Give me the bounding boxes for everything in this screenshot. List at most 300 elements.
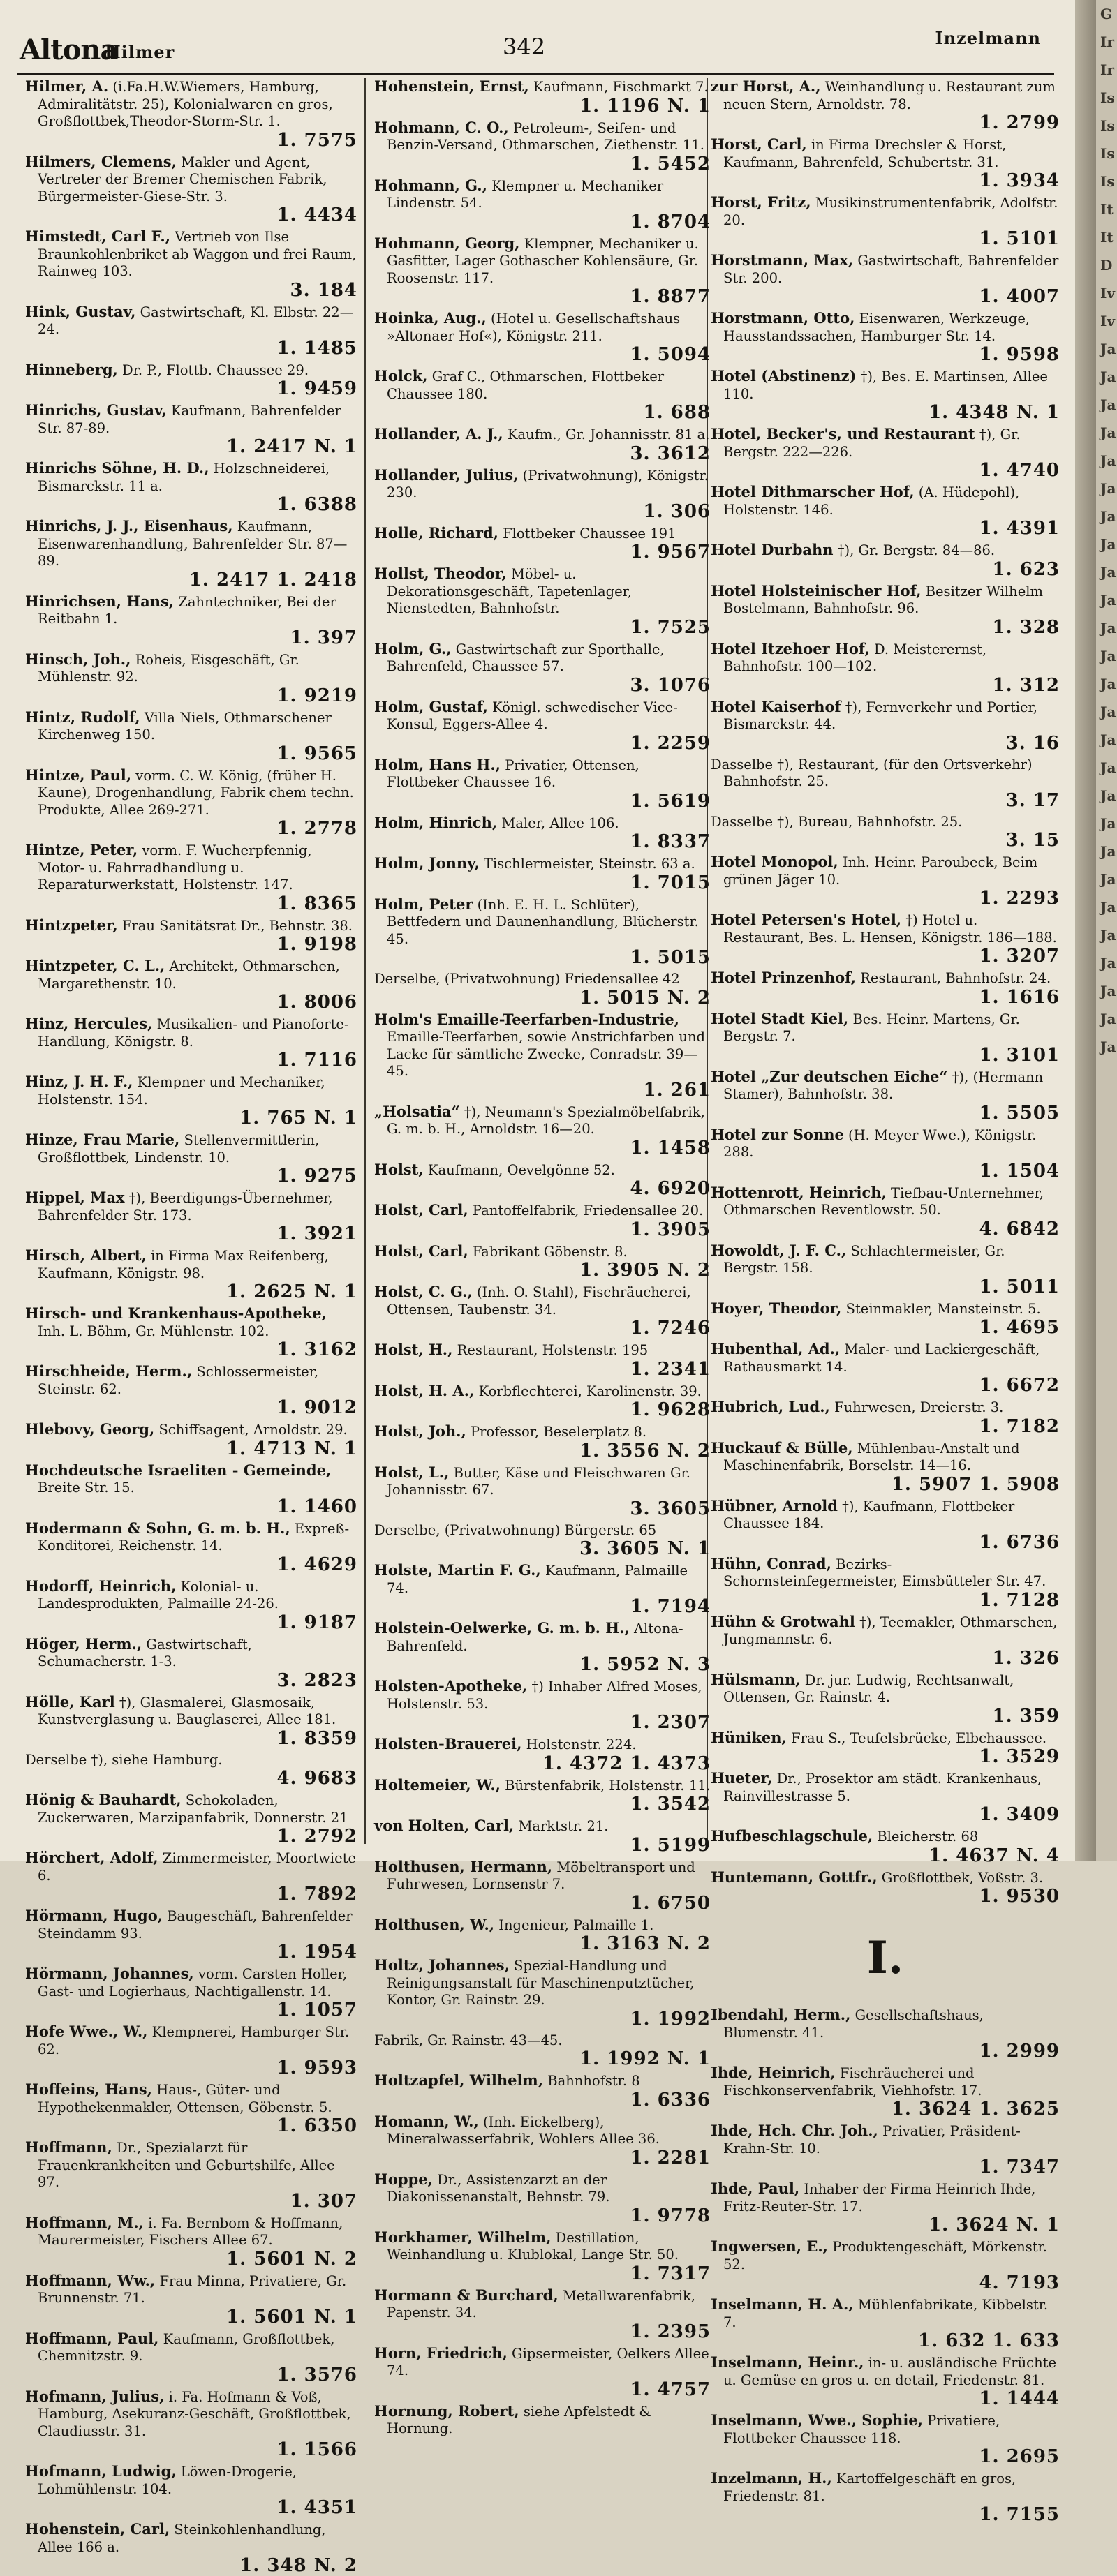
entry-details: (Inh. E. H. L. Schlüter), Bettfedern und Daunenhandlung, Blücherstr. 45. (387, 896, 699, 947)
phone-number: 1. 7015 (630, 872, 711, 893)
entry-details: †), Gr. Bergstr. 222—226. (723, 426, 1021, 460)
entry-details: Dasselbe †), Bureau, Bahnhofstr. 25. (711, 813, 963, 830)
phone-number: 1. 3542 (630, 1794, 711, 1815)
directory-entry (25, 1752, 357, 1789)
entry-details: (Hotel u. Gesellschaftshaus »Altonaer Hof«), Königstr. 211. (387, 311, 681, 344)
directory-entry (374, 855, 711, 893)
directory-entry (25, 1073, 357, 1128)
entry-name: Holm, Gustaf, (374, 697, 488, 715)
phone-number: 1. 328 (992, 616, 1060, 638)
margin-fragment: It (1100, 201, 1114, 218)
entry-name: Holtzapfel, Wilhelm, (374, 2071, 544, 2089)
directory-entry (711, 2296, 1060, 2351)
directory-entry (374, 1464, 711, 1519)
entry-name: Hübner, Arnold (711, 1496, 838, 1514)
entry-details: D. Meisterernst, Bahnhofstr. 100—102. (723, 641, 987, 674)
entry-details: Maler- und Lackiergeschäft, Rathausmarkt 14. (723, 1341, 1040, 1375)
phone-number: 1. 306 (643, 500, 711, 522)
entry-name: Inselmann, Heinr., (711, 2353, 864, 2371)
phone-number: 1. 688 (643, 402, 711, 423)
entry-name: Hohmann, Georg, (374, 234, 520, 252)
directory-entry (25, 2139, 357, 2211)
entry-details: (A. Hüdepohl), Holstenstr. 146. (723, 484, 1020, 518)
entry-name: Hintze, Peter, (25, 841, 138, 858)
phone-number: 1. 2417 N. 1 (226, 436, 357, 457)
phone-number: 1. 7525 (630, 616, 711, 638)
directory-entry (711, 1556, 1060, 1610)
entry-name: zur Horst, A., (711, 77, 821, 95)
phone-number: 1. 3624 1. 3625 (891, 2099, 1060, 2120)
margin-fragment: Ja (1100, 480, 1116, 497)
entry-details: Vertrieb von Ilse Braunkohlenbriket ab Waggon und frei Raum, Rainweg 103. (38, 229, 357, 279)
phone-number: 1. 9459 (276, 378, 357, 399)
margin-fragment: Ja (1100, 1038, 1116, 1055)
entry-name: Himstedt, Carl F., (25, 228, 171, 245)
phone-number: 1. 632 1. 633 (918, 2330, 1060, 2351)
phone-number: 1. 4351 (276, 2497, 357, 2518)
directory-entry (711, 2064, 1060, 2119)
entry-details: vorm. C. W. König, (früher H. Kaune), Drogenhandlung, Fabrik chem techn. Produkte, Allee 269-271. (38, 767, 354, 818)
entry-details: Dr., Prosektor am städt. Krankenhaus, Rainvillestrasse 5. (723, 1771, 1042, 1804)
directory-entry (711, 583, 1060, 637)
margin-fragment: Iv (1100, 285, 1115, 301)
entry-name: Hubenthal, Ad., (711, 1340, 841, 1357)
directory-entry (374, 2229, 711, 2284)
entry-name: Hink, Gustav, (25, 302, 136, 320)
directory-entry (711, 2412, 1060, 2466)
directory-entry (711, 368, 1060, 422)
entry-name: Hollander, Julius, (374, 466, 519, 484)
directory-entry (25, 651, 357, 706)
phone-number: 1. 9565 (276, 743, 357, 764)
entry-details: Maler, Allee 106. (501, 814, 619, 831)
entry-name: Hilmer, A. (25, 77, 109, 95)
directory-entry (374, 1562, 711, 1616)
entry-name: Holst, Carl, (374, 1242, 468, 1260)
entry-details: Löwen-Drogerie, Lohmühlenstr. 104. (38, 2464, 297, 2497)
phone-number: 1. 4434 (276, 204, 357, 225)
header-rule (17, 73, 1054, 75)
entry-details: Großflottbek, Voßstr. 3. (881, 1869, 1044, 1886)
entry-details: Derselbe, (Privatwohnung) Bürgerstr. 65 (374, 1521, 657, 1538)
phone-number: 1. 326 (992, 1647, 1060, 1669)
entry-name: Hörmann, Johannes, (25, 1965, 194, 1982)
margin-fragment: Is (1100, 145, 1115, 162)
phone-number: 1. 4637 N. 4 (929, 1845, 1060, 1866)
entry-name: Hippel, Max (25, 1189, 125, 1206)
directory-entry (711, 814, 1060, 851)
phone-number: 1. 5015 N. 2 (579, 987, 711, 1008)
phone-number: 1. 9567 (630, 542, 711, 563)
entry-details: Schokoladen, Zuckerwaren, Marzipanfabrik, Donnerstr. 21 (38, 1792, 348, 1826)
phone-number: 1. 8359 (276, 1727, 357, 1749)
directory-entry (25, 1578, 357, 1632)
directory-entry (711, 1300, 1060, 1338)
phone-number: 1. 2341 (630, 1358, 711, 1380)
entry-details: Holstenstr. 224. (526, 1736, 637, 1752)
entry-name: Holtemeier, W., (374, 1775, 501, 1794)
directory-entry (25, 1636, 357, 1690)
entry-details: Spezial-Handlung und Reinigungsanstalt für Maschinenputztücher, Kontor, Gr. Rainstr. 29. (387, 1958, 695, 2008)
directory-entry (25, 709, 357, 764)
phone-number: 3. 3612 (630, 442, 711, 464)
entry-details: Marktstr. 21. (518, 1818, 609, 1834)
entry-name: Holthusen, W., (374, 1915, 495, 1933)
phone-number: 4. 6920 (630, 1178, 711, 1199)
entry-details: Stellenvermittlerin, Großflottbek, Lindenstr. 10. (38, 1132, 320, 1166)
directory-entry (25, 402, 357, 456)
entry-details: Tischlermeister, Steinstr. 63 a. (483, 856, 695, 872)
entry-name: Höger, Herm., (25, 1635, 142, 1653)
entry-details: †), Gr. Bergstr. 84—86. (837, 542, 996, 558)
phone-number: 1. 9628 (630, 1399, 711, 1420)
entry-details: Fischräucherei und Fischkonservenfabrik, Viehhofstr. 17. (723, 2065, 982, 2099)
margin-fragment: Ja (1100, 648, 1116, 664)
entry-details: Kaufmann, Palmaille 74. (387, 1563, 688, 1596)
entry-details: †), Glasmalerei, Glasmosaik, Kunstverglasung u. Bauglaserei, Allee 181. (38, 1694, 336, 1727)
entry-details: Musikinstrumentenfabrik, Adolfstr. 20. (723, 195, 1058, 228)
phone-number: 1. 5011 (979, 1276, 1060, 1297)
directory-entry (374, 1423, 711, 1461)
margin-fragment: Is (1100, 173, 1115, 190)
directory-entry (374, 1341, 711, 1379)
directory-entry (25, 362, 357, 399)
entry-details: Roheis, Eisgeschäft, Gr. Mühlenstr. 92. (38, 651, 299, 685)
entry-name: Ihde, Paul, (711, 2180, 800, 2197)
entry-name: Horn, Friedrich, (374, 2344, 508, 2362)
entry-name: Holm, Hans H., (374, 755, 501, 773)
directory-entry (25, 2214, 357, 2269)
header-place: Altona (20, 33, 118, 66)
phone-number: 1. 4348 N. 1 (929, 402, 1060, 423)
entry-details: Pantoffelfabrik, Friedensallee 20. (472, 1203, 704, 1219)
entry-name: Hoyer, Theodor, (711, 1299, 842, 1317)
directory-entry (25, 1849, 357, 1904)
entry-details: (H. Meyer Wwe.), Königstr. 288. (723, 1126, 1037, 1160)
phone-number: 1. 3905 (630, 1219, 711, 1240)
margin-fragment: Ir (1100, 33, 1114, 50)
entry-details: Dr. P., Flottb. Chaussee 29. (122, 362, 309, 378)
entry-details: Zimmermeister, Moortwiete 6. (38, 1850, 357, 1884)
phone-number: 1. 7347 (979, 2157, 1060, 2177)
entry-details: Zahntechniker, Bei der Reitbahn 1. (38, 593, 336, 627)
phone-number: 1. 4757 (630, 2378, 711, 2400)
entry-name: Hintze, Paul, (25, 766, 132, 784)
directory-entry (374, 971, 711, 1008)
phone-number: 1. 4695 (979, 1317, 1060, 1338)
entry-name: Hohmann, C. O., (374, 118, 509, 136)
entry-details: Altona-Bahrenfeld. (387, 1621, 683, 1654)
entry-name: Ibendahl, Herm., (711, 2006, 851, 2023)
entry-name: Hölle, Karl (25, 1692, 115, 1711)
directory-entry (25, 842, 357, 914)
margin-fragment: Ja (1100, 1011, 1116, 1027)
margin-fragment: Ja (1100, 592, 1116, 609)
phone-number: 1. 6336 (630, 2089, 711, 2110)
margin-fragment: Ja (1100, 676, 1116, 692)
phone-number: 1. 5094 (630, 344, 711, 365)
phone-number: 1. 2999 (979, 2041, 1060, 2062)
phone-number: 1. 2799 (979, 112, 1060, 133)
phone-number: 1. 2792 (276, 1826, 357, 1847)
directory-entry (711, 426, 1060, 480)
entry-name: Hotel Holsteinischer Hof, (711, 581, 922, 600)
directory-entry (711, 78, 1060, 133)
phone-number: 1. 4007 (979, 286, 1060, 307)
entry-details: Professor, Beselerplatz 8. (471, 1424, 647, 1440)
directory-entry (25, 1363, 357, 1417)
entry-details: Schiffsagent, Arnoldstr. 29. (158, 1422, 348, 1438)
directory-entry (25, 460, 357, 514)
directory-entry (374, 2403, 711, 2438)
entry-name: Hinz, Hercules, (25, 1015, 153, 1032)
entry-details: Frau S., Teufelsbrücke, Elbchaussee. (791, 1729, 1047, 1746)
entry-name: Holsten-Brauerei, (374, 1735, 522, 1752)
entry-details: in Firma Drechsler & Horst, Kaufmann, Bahrenfeld, Schubertstr. 31. (723, 137, 1007, 170)
column-1 (25, 77, 357, 2576)
entry-details: Kaufmann, Bahrenfelder Str. 87-89. (38, 403, 341, 436)
phone-number: 1. 5601 N. 1 (226, 2306, 357, 2328)
phone-number: 1. 5619 (630, 790, 711, 812)
entry-details: Bleicherstr. 68 (877, 1829, 979, 1845)
entry-details: Expreß-Konditorei, Reichenstr. 14. (38, 1520, 350, 1554)
directory-entry (711, 1126, 1060, 1181)
directory-entry (25, 2023, 357, 2078)
margin-fragment: Ja (1100, 955, 1116, 971)
entry-name: Hotel, Becker's, und Restaurant (711, 425, 975, 442)
entry-details: Metallwarenfabrik, Papenstr. 34. (387, 2287, 695, 2321)
phone-number: 1. 1566 (276, 2439, 357, 2460)
directory-entry (374, 1916, 711, 1954)
entry-name: Hofmann, Ludwig, (25, 2462, 177, 2480)
phone-number: 1. 3207 (979, 946, 1060, 967)
entry-name: Holst, L., (374, 1463, 450, 1481)
entry-name: Hottenrott, Heinrich, (711, 1183, 887, 1201)
column-3 (711, 77, 1060, 2525)
phone-number: 1. 3409 (979, 1804, 1060, 1825)
entry-name: Hirsch, Albert, (25, 1246, 147, 1264)
margin-fragment: Ja (1100, 703, 1116, 720)
phone-number: 1. 4372 1. 4373 (542, 1752, 711, 1774)
margin-fragment: Ja (1100, 815, 1116, 832)
entry-details: Baugeschäft, Bahrenfelder Steindamm 93. (38, 1908, 353, 1942)
directory-entry (374, 814, 711, 852)
entry-name: Hornung, Robert, (374, 2402, 519, 2420)
entry-name: Huckauf & Bülle, (711, 1438, 853, 1457)
directory-entry (25, 1247, 357, 1302)
entry-name: Hodermann & Sohn, G. m. b. H., (25, 1519, 290, 1537)
column-divider (364, 78, 366, 1844)
phone-number: 1. 1460 (276, 1496, 357, 1517)
entry-details: Gastwirtschaft, Kl. Elbstr. 22—24. (38, 304, 354, 337)
entry-details: Kaufmann, Fischmarkt 7. (533, 79, 709, 95)
directory-entry (711, 194, 1060, 248)
entry-name: Holsten-Apotheke, (374, 1677, 528, 1695)
directory-entry (25, 304, 357, 358)
entry-name: Holm's Emaille-Teerfarben-Industrie, (374, 1010, 679, 1028)
phone-number: 1. 6388 (276, 494, 357, 515)
margin-fragment: Ja (1100, 396, 1116, 413)
entry-details: Gastwirtschaft, Bahrenfelder Str. 200. (723, 253, 1059, 286)
entry-details: Petroleum-, Seifen- und Benzin-Versand, Othmarschen, Ziethenstr. 11. (387, 119, 704, 153)
margin-fragment: D (1100, 257, 1113, 274)
entry-details: Klempner u. Mechaniker Lindenstr. 54. (387, 177, 664, 211)
phone-number: 1. 6736 (979, 1531, 1060, 1553)
entry-name: Holste, Martin F. G., (374, 1561, 541, 1579)
entry-name: Huntemann, Gottfr., (711, 1868, 878, 1886)
margin-fragment: Ja (1100, 759, 1116, 776)
margin-fragment: Ja (1100, 368, 1116, 385)
entry-name: Hotel „Zur deutschen Eiche“ (711, 1067, 948, 1085)
phone-number: 1. 3576 (276, 2364, 357, 2385)
directory-entry (374, 1011, 711, 1100)
directory-entry (374, 1777, 711, 1815)
directory-entry (711, 641, 1060, 695)
entry-name: Hollst, Theodor, (374, 565, 507, 582)
entry-details: i. Fa. Hofmann & Voß, Hamburg, Asekuranz-Geschäft, Großflottbek, Claudiusstr. 31. (38, 2388, 351, 2439)
entry-name: Holm, G., (374, 639, 452, 657)
entry-details: (Inh. Eickelberg), Mineralwasserfabrik, Wohlers Allee 36. (387, 2113, 660, 2147)
entry-details: Bahnhofstr. 8 (547, 2073, 640, 2089)
page-binding (1075, 0, 1096, 1861)
directory-entry (711, 1770, 1060, 1824)
directory-entry (711, 1440, 1060, 1494)
entry-name: Holst, H. A., (374, 1381, 475, 1399)
entry-name: Hinrichsen, Hans, (25, 592, 175, 610)
phone-number: 1. 5907 1. 5908 (891, 1473, 1060, 1495)
entry-details: vorm. Carsten Holler, Gast- und Logierhaus, Nachtigallenstr. 14. (38, 1966, 348, 2000)
entry-details: Ingenieur, Palmaille 1. (498, 1916, 654, 1933)
directory-entry (374, 1202, 711, 1239)
entry-name: Ingwersen, E., (711, 2238, 828, 2255)
directory-entry (25, 2521, 357, 2575)
phone-number: 1. 2417 1. 2418 (188, 569, 357, 590)
entry-details: Kaufmann, Oevelgönne 52. (427, 1161, 615, 1178)
entry-details: (i.Fa.H.W.Wiemers, Hamburg, Admiralitätstr. 25), Kolonialwaren en gros, Großflottbek,Theodor-Storm-Str. 1. (38, 79, 333, 129)
phone-number: 1. 7194 (630, 1596, 711, 1617)
entry-details: siehe Apfelstedt & Hornung. (387, 2403, 651, 2436)
phone-number: 1. 2395 (630, 2321, 711, 2342)
entry-details: Korbflechterei, Karolinenstr. 39. (478, 1383, 702, 1399)
entry-name: Hotel Dithmarscher Hof, (711, 483, 915, 500)
margin-fragment: Ja (1100, 620, 1116, 636)
next-page-margin (1096, 0, 1117, 1861)
directory-entry (711, 484, 1060, 538)
phone-number: 1. 5199 (630, 1834, 711, 1856)
page-number: 342 (503, 33, 546, 60)
entry-name: Hörmann, Hugo, (25, 1907, 163, 1924)
phone-number: 1. 9012 (276, 1397, 357, 1418)
entry-details: Dr., Assistenzarzt an der Diakonissenanstalt, Behnstr. 79. (387, 2171, 610, 2205)
phone-number: 1. 3101 (979, 1044, 1060, 1066)
directory-entry (711, 1242, 1060, 1297)
phone-number: 1. 4629 (276, 1554, 357, 1575)
entry-details: i. Fa. Bernbom & Hoffmann, Maurermeister, Fischers Allee 67. (38, 2214, 343, 2248)
phone-number: 1. 6350 (276, 2115, 357, 2136)
entry-details: Fabrik, Gr. Rainstr. 43—45. (374, 2032, 563, 2048)
entry-name: Horstmann, Max, (711, 251, 854, 269)
directory-entry (374, 1522, 711, 1559)
margin-fragment: Ja (1100, 564, 1116, 581)
directory-entry (374, 1620, 711, 1674)
phone-number: 3. 15 (1005, 830, 1060, 851)
entry-name: Hinrichs, J. J., Eisenhaus, (25, 517, 233, 535)
entry-name: Hoffmann, (25, 2138, 112, 2156)
directory-entry (374, 1736, 711, 1773)
phone-number: 3. 16 (1005, 732, 1060, 754)
entry-details: Gastwirtschaft, Schumacherstr. 1-3. (38, 1636, 252, 1669)
entry-details: †) Inhaber Alfred Moses, Holstenstr. 53. (387, 1678, 702, 1712)
entry-name: Hueter, (711, 1769, 773, 1787)
entry-name: Hohenstein, Carl, (25, 2520, 170, 2538)
directory-entry (374, 565, 711, 637)
entry-name: Howoldt, J. F. C., (711, 1241, 847, 1259)
entry-details: Gastwirtschaft zur Sporthalle, Bahrenfeld, Chaussee 57. (387, 641, 665, 674)
directory-entry (25, 1792, 357, 1846)
phone-number: 1. 1954 (276, 1942, 357, 1963)
entry-details: (Privatwohnung), Königstr. 230. (387, 467, 709, 500)
phone-number: 1. 765 N. 1 (239, 1108, 357, 1129)
phone-number: 1. 8365 (276, 893, 357, 914)
phone-number: 1. 9187 (276, 1611, 357, 1633)
directory-entry (25, 1305, 357, 1360)
entry-name: Hohenstein, Ernst, (374, 77, 529, 95)
margin-fragment: Ja (1100, 341, 1116, 357)
phone-number: 1. 2695 (979, 2446, 1060, 2467)
directory-entry (374, 2287, 711, 2342)
entry-name: Hirsch- und Krankenhaus-Apotheke, (25, 1304, 327, 1322)
entry-name: Holck, (374, 367, 428, 385)
directory-entry (374, 896, 711, 968)
entry-name: Hirschheide, Herm., (25, 1362, 193, 1380)
phone-number: 3. 1076 (630, 674, 711, 696)
entry-name: Hofmann, Julius, (25, 2387, 165, 2405)
directory-entry (711, 1869, 1060, 1907)
directory-entry (374, 235, 711, 307)
phone-number: 3. 2823 (276, 1669, 357, 1691)
margin-fragment: Ja (1100, 843, 1116, 860)
directory-entry (374, 525, 711, 563)
entry-name: Hohmann, G., (374, 176, 487, 194)
entry-details: Privatier, Ottensen, Flottbeker Chaussee 16. (387, 757, 639, 790)
directory-entry (374, 426, 711, 463)
entry-name: Inselmann, Wwe., Sophie, (711, 2411, 923, 2429)
entry-name: Hilmers, Clemens, (25, 152, 177, 170)
directory-entry (711, 1069, 1060, 1123)
directory-entry (374, 368, 711, 422)
phone-number: 1. 1992 (630, 2008, 711, 2030)
entry-name: Hotel Durbahn (711, 541, 834, 558)
entry-name: Hoinka, Aug., (374, 309, 487, 327)
entry-details: Schlossermeister, Steinstr. 62. (38, 1364, 319, 1397)
entry-details: Kaufm., Gr. Johannisstr. 81 a. (507, 426, 710, 442)
phone-number: 1. 623 (992, 558, 1060, 580)
phone-number: 1. 2281 (630, 2147, 711, 2168)
phone-number: 1. 9593 (276, 2057, 357, 2078)
directory-entry (711, 1498, 1060, 1552)
entry-name: Horst, Fritz, (711, 193, 811, 211)
page-header (0, 28, 1058, 71)
margin-fragment: Ja (1100, 424, 1116, 441)
entry-details: Breite Str. 15. (38, 1480, 135, 1496)
entry-name: Hörchert, Adolf, (25, 1849, 158, 1866)
phone-number: 1. 2307 (630, 1712, 711, 1733)
entry-details: Emaille-Teerfarben, sowie Anstrichfarben und Lacke für sämtliche Zwecke, Conradstr. 39—45. (387, 1029, 706, 1079)
phone-number: 1. 2259 (630, 732, 711, 754)
phone-number: 1. 9598 (979, 344, 1060, 365)
entry-name: Hotel Kaiserhof (711, 697, 841, 715)
phone-number: 1. 4713 N. 1 (226, 1438, 357, 1459)
